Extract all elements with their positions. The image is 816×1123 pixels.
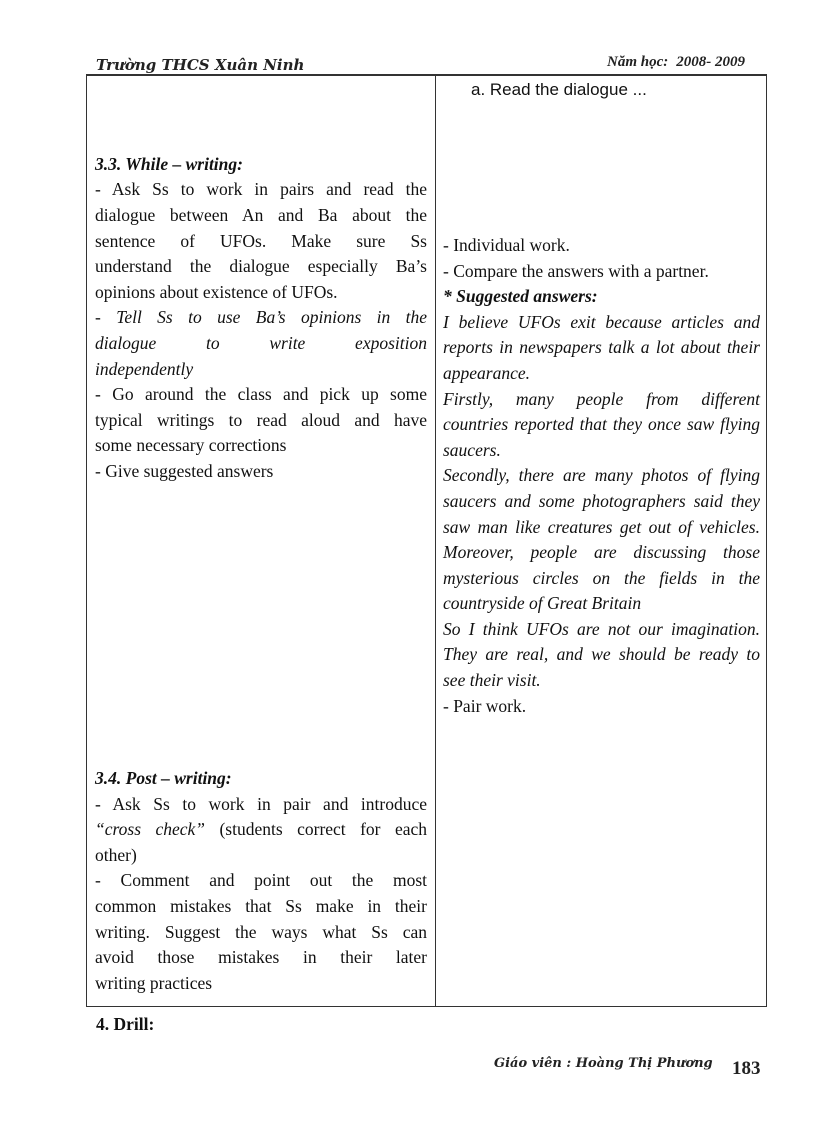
suggested-answer-line: countryside of Great Britain [443,593,642,614]
suggested-answer-line: reports in newspapers talk a lot about their [443,337,760,358]
blank-line [443,131,760,157]
blank-line [95,689,427,715]
student-activities-column [436,75,767,1007]
header-school: Trường THCS Xuân Ninh [96,56,305,74]
suggested-answer-line: saucers. [443,439,501,460]
post-writing-line: common mistakes that Ss make in their [95,896,427,916]
year-value: 2008- 2009 [676,54,745,70]
blank-line [95,561,427,587]
blank-line [443,105,760,131]
post-writing-line: - Comment and point out the most [95,870,427,891]
while-writing-line: dialogue to write exposition [95,332,427,353]
suggested-answer-line: They are real, and we should be ready to [443,644,760,665]
while-writing-line: - Tell Ss to use Ba’s opinions in the [95,307,427,328]
lesson-table [86,74,767,1007]
post-writing-line: avoid those mistakes in their later [95,947,427,968]
suggested-answer-line: - Pair work. [443,695,527,716]
blank-line [95,740,427,766]
suggested-answer-line: countries reported that they once saw flying [443,414,760,435]
post-writing-heading: 3.4. Post – writing: [95,768,232,789]
table-row [87,75,767,1007]
while-writing-line: opinions about existence of UFOs. [95,281,338,302]
year-label: Năm học: [607,54,669,70]
suggested-answer-line: Moreover, people are discussing those [443,542,760,563]
while-writing-heading: 3.3. While – writing: [95,153,243,174]
blank-line [443,207,760,233]
suggested-answer-line: - Compare the answers with a partner. [443,260,709,281]
while-writing-line: some necessary corrections [95,435,287,456]
while-writing-line: - Ask Ss to work in pairs and read the [95,179,427,200]
while-writing-line: independently [95,358,194,379]
left-column-content [95,75,427,996]
blank-line [443,182,760,208]
while-writing-line: understand the dialogue especially Ba’s [95,256,427,277]
suggested-answer-line: * Suggested answers: [443,286,598,307]
blank-line [95,715,427,741]
while-writing-line: typical writings to read aloud and have [95,409,427,430]
read-dialogue-heading: a. Read the dialogue ... [471,80,647,99]
right-column-content [443,105,760,719]
suggested-answer-line: So I think UFOs are not our imagination. [443,618,760,639]
suggested-answer-line: Secondly, there are many photos of flying [443,465,760,486]
post-writing-line: other) [95,844,137,865]
blank-line [95,664,427,690]
blank-line [443,156,760,182]
suggested-answer-line: appearance. [443,362,530,383]
blank-line [95,612,427,638]
suggested-answer-line: saucers and some photographers said they [443,490,760,511]
teacher-activities-column [87,75,436,1007]
footer-teacher: Giáo viên : Hoàng Thị Phương [494,1056,713,1071]
suggested-answer-line: see their visit. [443,670,541,691]
drill-heading: 4. Drill: [96,1014,155,1034]
blank-line [95,510,427,536]
suggested-answer-line: I believe UFOs exit because articles and [443,311,760,332]
blank-line [95,101,427,127]
suggested-answer-line: saw man like creatures get out of vehicles. [443,516,760,537]
suggested-answer-line: mysterious circles on the fields in the [443,567,760,588]
while-writing-line: - Give suggested answers [95,460,274,481]
blank-line [95,536,427,562]
blank-line [95,587,427,613]
post-writing-line: writing. Suggest the ways what Ss can [95,921,427,942]
blank-line [95,126,427,152]
while-writing-line: - Go around the class and pick up some [95,384,427,405]
post-writing-line: writing practices [95,972,213,993]
suggested-answer-line: Firstly, many people from different [443,388,760,409]
while-writing-line: dialogue between An and Ba about the [95,204,427,225]
blank-line [95,485,427,511]
post-writing-line: “cross check” (students correct for each [95,819,427,840]
header-school-year [607,54,745,71]
suggested-answer-line: - Individual work. [443,234,570,255]
blank-line [95,638,427,664]
post-writing-line: - Ask Ss to work in pair and introduce [95,793,427,814]
page-number: 183 [732,1058,761,1079]
blank-line [95,75,427,101]
while-writing-line: sentence of UFOs. Make sure Ss [95,230,427,251]
